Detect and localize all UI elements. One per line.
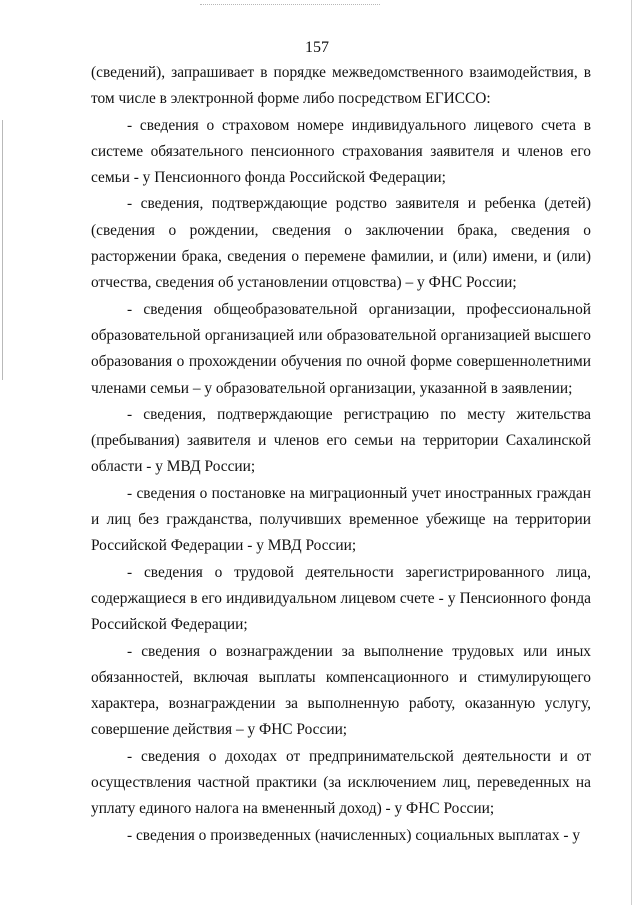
list-item-employment: - сведения о трудовой деятельности зарегистрированного лица, содержащиеся в его индивидуальном лицевом счете - у Пенсионного фонда Российской Федерации;	[91, 563, 591, 634]
list-item-education: - сведения общеобразовательной организации, профессиональной образовательной организацией или образовательной организацией высшего образования о прохождении обучения по очной форме совершеннолетними членами семьи – у образовательной организации, указанной в заявлении;	[91, 300, 591, 397]
list-item-migration: - сведения о постановке на миграционный учет иностранных граждан и лиц без гражданства, получивших временное убежище на территории Российской Федерации - у МВД России;	[91, 484, 591, 555]
list-item-business-income: - сведения о доходах от предпринимательской деятельности и от осуществления частной практики (за исключением лиц, переведенных на уплату единого налога на вмененный доход) - у ФНС России;	[91, 747, 591, 818]
scan-left-edge	[2, 120, 3, 380]
list-item-registration: - сведения, подтверждающие регистрацию по месту жительства (пребывания) заявителя и членов его семьи на территории Сахалинской области - у МВД России;	[91, 405, 591, 476]
list-item-remuneration: - сведения о вознаграждении за выполнение трудовых или иных обязанностей, включая выплаты компенсационного и стимулирующего характера, вознаграждении за выполненную работу, оказанную услугу, совершение действия – у ФНС России;	[91, 642, 591, 739]
scan-artifact-top	[200, 4, 380, 8]
list-item-social-payments: - сведения о произведенных (начисленных) социальных выплатах - у	[127, 826, 581, 844]
list-item-kinship: - сведения, подтверждающие родство заявителя и ребенка (детей) (сведения о рождении, сведения о заключении брака, сведения о расторжении брака, сведения о перемене фамилии, и (или) имени, и (или) отчества, сведения об установлении отцовства) – у ФНС России;	[91, 195, 591, 292]
page-number: 157	[305, 39, 329, 56]
scan-right-edge	[631, 0, 632, 905]
document-body	[91, 60, 591, 849]
paragraph-continuation: (сведений), запрашивает в порядке межведомственного взаимодействия, в том числе в электронной форме либо посредством ЕГИССО:	[91, 64, 591, 108]
list-item-snils: - сведения о страховом номере индивидуального лицевого счета в системе обязательного пенсионного страхования заявителя и членов его семьи - у Пенсионного фонда Российской Федерации;	[91, 116, 591, 187]
